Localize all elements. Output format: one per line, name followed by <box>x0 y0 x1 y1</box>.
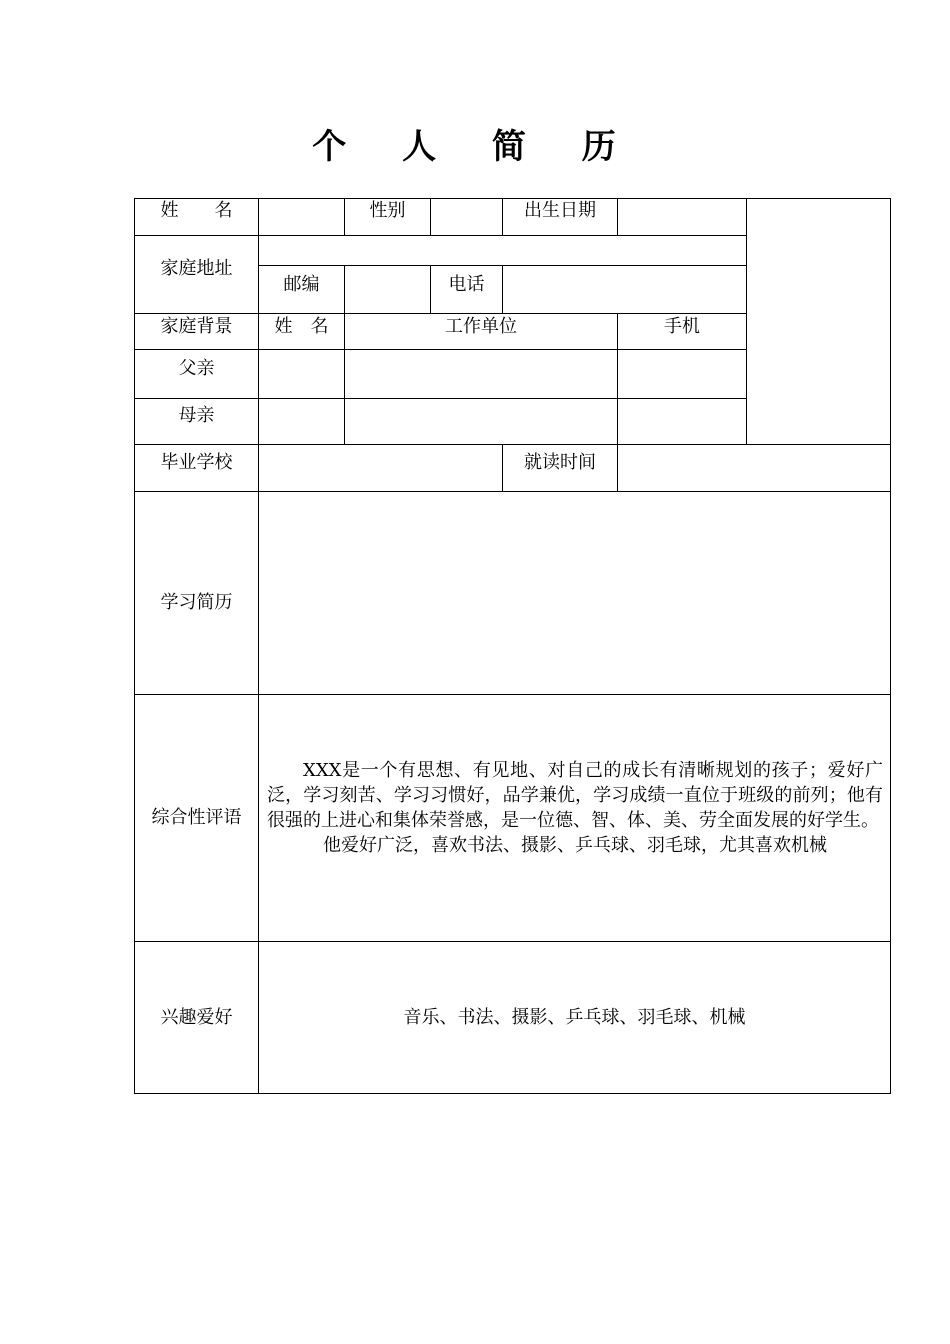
row-divider <box>134 398 746 399</box>
study-history-label: 学习简历 <box>160 592 233 613</box>
name-label: 姓 名 <box>160 200 233 221</box>
phone-label: 电话 <box>448 274 485 295</box>
form-border-bottom <box>134 1093 891 1094</box>
column-divider <box>430 198 431 236</box>
evaluation-text <box>267 758 883 858</box>
overall-evaluation-label: 综合性评语 <box>151 807 242 828</box>
gender-label: 性别 <box>369 200 406 221</box>
column-divider <box>746 198 747 445</box>
column-divider <box>617 198 618 236</box>
form-border-right <box>890 198 891 1094</box>
mobile-header: 手机 <box>664 316 700 337</box>
family-background-label: 家庭背景 <box>160 316 233 337</box>
study-period-label: 就读时间 <box>524 452 596 473</box>
row-divider <box>134 694 891 695</box>
row-divider <box>134 491 891 492</box>
mother-label: 母亲 <box>178 405 215 426</box>
document-title-text: 个 人 简 历 <box>312 127 638 167</box>
family-name-header: 姓 名 <box>274 316 329 337</box>
evaluation-paragraph: 他爱好广泛，喜欢书法、摄影、乒乓球、羽毛球，尤其喜欢机械 <box>323 835 827 856</box>
home-address-label: 家庭地址 <box>160 258 233 279</box>
row-divider <box>134 349 746 350</box>
row-divider <box>134 235 746 236</box>
column-divider <box>502 265 503 314</box>
column-divider <box>344 265 345 445</box>
document-title <box>0 122 950 172</box>
birth-date-label: 出生日期 <box>524 200 596 221</box>
graduate-school-label: 毕业学校 <box>160 452 233 473</box>
hobbies-value: 音乐、书法、摄影、乒乓球、羽毛球、机械 <box>403 1007 746 1028</box>
row-divider <box>134 941 891 942</box>
postcode-label: 邮编 <box>283 274 320 295</box>
row-divider <box>134 444 891 445</box>
evaluation-paragraph: XXX是一个有思想、有见地、对自己的成长有清晰规划的孩子；爱好广泛，学习刻苦、学习习惯好，品学兼优，学习成绩一直位于班级的前列；他有很强的上进心和集体荣誉感，是一位德、智、体、美、劳全面发展的好学生。 <box>267 760 883 831</box>
column-divider <box>617 313 618 492</box>
hobbies-label: 兴趣爱好 <box>160 1007 233 1028</box>
row-divider <box>134 313 746 314</box>
workplace-header: 工作单位 <box>445 316 517 337</box>
father-label: 父亲 <box>178 358 215 379</box>
